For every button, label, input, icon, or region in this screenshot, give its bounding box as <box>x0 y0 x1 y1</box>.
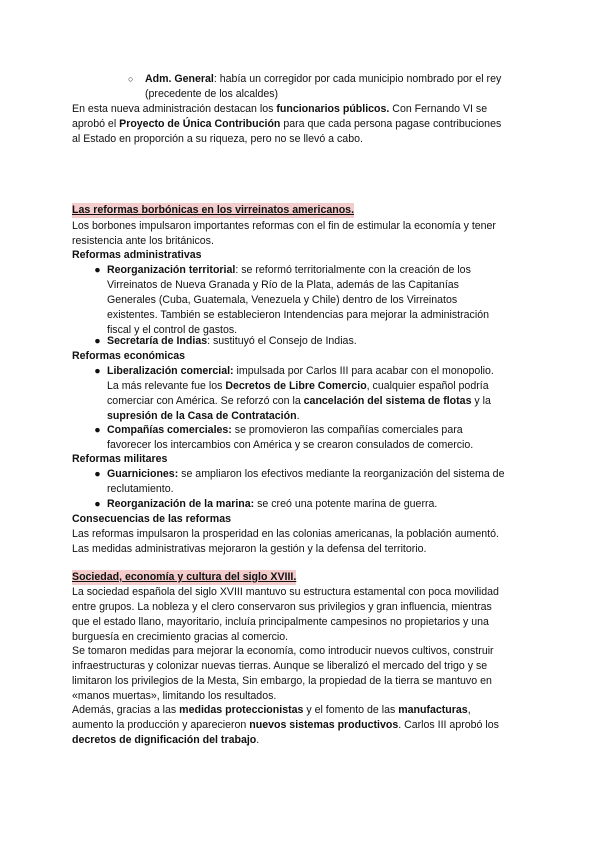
text-run: Las reformas impulsaron la prosperidad en las colonias americanas, la población aumentó. <box>72 528 499 540</box>
bold-text: Secretaría de Indias <box>107 335 208 347</box>
text-line <box>107 438 537 453</box>
text-run: : se reformó territorialmente con la creación de los <box>235 264 471 276</box>
text-line <box>107 379 537 394</box>
text-run: burguesía en crecimiento gracias al comercio. <box>72 631 289 643</box>
text-line <box>72 615 532 630</box>
bold-text: Reorganización territorial <box>107 264 236 276</box>
text-line <box>72 585 532 600</box>
text-line <box>72 659 532 674</box>
text-line <box>107 364 537 379</box>
bold-text: funcionarios públicos. <box>276 103 390 115</box>
text-line <box>72 542 532 557</box>
sub-list-item <box>145 72 535 102</box>
culture-paragraph <box>72 703 532 748</box>
text-line <box>72 527 532 542</box>
text-line <box>107 293 537 308</box>
text-line <box>72 689 532 704</box>
intro-paragraph <box>72 102 532 147</box>
text-run: se creó una potente marina de guerra. <box>254 498 438 510</box>
bullet-icon: ● <box>94 424 101 436</box>
bold-text: cancelación del sistema de flotas <box>303 395 472 407</box>
bullet-icon: ● <box>94 498 101 510</box>
text-run: impulsada por Carlos III para acabar con el monopolio. <box>233 365 494 377</box>
list-item <box>107 497 537 512</box>
text-line <box>72 600 532 615</box>
bold-text: Liberalización comercial: <box>107 365 234 377</box>
text-run: Los borbones impulsaron importantes reformas con el fin de estimular la economía y tener <box>72 220 496 232</box>
text-line <box>72 703 532 718</box>
text-run: resistencia ante los británicos. <box>72 235 214 247</box>
text-run: favorecer los intercambios con América y se crearon consulados de comercio. <box>107 439 474 451</box>
text-line <box>72 219 532 234</box>
bold-text: medidas proteccionistas <box>179 704 304 716</box>
text-run: En esta nueva administración destacan los <box>72 103 277 115</box>
bold-text: Proyecto de Única Contribución <box>119 118 281 130</box>
text-line <box>107 409 537 424</box>
society-paragraph <box>72 585 532 645</box>
text-run: , cualquier español podría <box>366 380 489 392</box>
text-line <box>107 308 537 323</box>
bold-text: supresión de la Casa de Contratación <box>107 410 297 422</box>
text-line <box>72 718 532 733</box>
text-run: La sociedad española del siglo XVIII mantuvo su estructura estamental con poca movilidad <box>72 586 499 598</box>
text-run: y la <box>471 395 491 407</box>
subheading-econ: Reformas económicas <box>72 350 186 362</box>
text-run: : sustituyó el Consejo de Indias. <box>207 335 357 347</box>
bullet-icon: ● <box>94 335 101 347</box>
text-run: limitaron los privilegios de la Mesta, Sin embargo, la propiedad de la tierra se mantuvo en <box>72 675 492 687</box>
bullet-icon: ● <box>94 264 101 276</box>
text-run: Además, gracias a las <box>72 704 180 716</box>
text-line <box>72 630 532 645</box>
subheading-admin: Reformas administrativas <box>72 249 202 261</box>
text-line <box>107 423 537 438</box>
subheading-mil: Reformas militares <box>72 453 168 465</box>
list-item <box>107 263 537 338</box>
text-line <box>72 644 532 659</box>
circle-bullet-icon: ○ <box>128 74 134 84</box>
text-run: Con Fernando VI se <box>389 103 488 115</box>
text-run: para que cada persona pagase contribuciones <box>280 118 502 130</box>
text-run: que el estado llano, mayoritario, incluía principalmente campesinos no propietarios y una <box>72 616 489 628</box>
text-line <box>107 467 537 482</box>
bold-text: manufacturas <box>398 704 468 716</box>
bold-text: Compañías comerciales: <box>107 424 232 436</box>
text-run: (precedente de los alcaldes) <box>145 88 279 100</box>
text-run: comerciar con América. Se reforzó con la <box>107 395 304 407</box>
text-run: se ampliaron los efectivos mediante la reorganización del sistema de <box>178 468 505 480</box>
text-line <box>72 674 532 689</box>
economy-paragraph <box>72 644 532 704</box>
text-run: , <box>467 704 471 716</box>
bold-text: Guarniciones: <box>107 468 179 480</box>
text-line <box>107 263 537 278</box>
text-line <box>72 117 532 132</box>
text-run: y el fomento de las <box>303 704 399 716</box>
text-run: entre grupos. La nobleza y el clero conservaron sus privilegios y gran influencia, mientras <box>72 601 492 613</box>
section-heading-sociedad: Sociedad, economía y cultura del siglo XVIII. <box>72 571 297 583</box>
text-run: fiscal y el control de gastos. <box>107 324 238 336</box>
consequences-paragraph <box>72 527 532 557</box>
text-run: Virreinatos de Nueva Granada y Río de la Plata, además de las Capitanías <box>107 279 459 291</box>
bold-text: nuevos sistemas productivos <box>249 719 399 731</box>
text-line <box>107 278 537 293</box>
text-line <box>107 394 537 409</box>
subheading-cons: Consecuencias de las reformas <box>72 513 231 525</box>
text-run: existentes. También se establecieron Intendencias para mejorar la administración <box>107 309 489 321</box>
text-run: «manos muertas», limitando los resultados. <box>72 690 277 702</box>
section-heading-reformas: Las reformas borbónicas en los virreinatos americanos. <box>72 204 355 216</box>
list-item <box>107 467 537 497</box>
list-item <box>107 364 537 424</box>
text-line <box>72 102 532 117</box>
text-run: reclutamiento. <box>107 483 174 495</box>
text-run: . <box>256 734 260 746</box>
text-run: Se tomaron medidas para mejorar la economía, como introducir nuevos cultivos, construir <box>72 645 494 657</box>
bold-text: Decretos de Libre Comercio <box>225 380 367 392</box>
text-line <box>72 234 532 249</box>
text-run: se promovieron las compañías comerciales para <box>231 424 463 436</box>
list-item <box>107 423 537 453</box>
bullet-icon: ● <box>94 468 101 480</box>
bold-text: decretos de dignificación del trabajo <box>72 734 257 746</box>
text-line <box>107 482 537 497</box>
text-run: Generales (Cuba, Guatemala, Venezuela y Chile) dentro de los Virreinatos <box>107 294 458 306</box>
text-line <box>107 497 537 512</box>
text-line <box>72 132 532 147</box>
text-run: Las medidas administrativas mejoraron la gestión y la defensa del territorio. <box>72 543 427 555</box>
bold-text: Adm. General <box>145 73 214 85</box>
text-run: aprobó el <box>72 118 120 130</box>
text-line <box>145 72 535 87</box>
text-run: . Carlos III aprobó los <box>398 719 499 731</box>
text-run: La más relevante fue los <box>107 380 226 392</box>
text-run: : había un corregidor por cada municipio nombrado por el rey <box>213 73 502 85</box>
text-run: al Estado en proporción a su riqueza, pero no se llevó a cabo. <box>72 133 363 145</box>
list-item <box>107 334 537 349</box>
text-line <box>72 733 532 748</box>
text-run: infraestructuras y colonizar nuevas tierras. Aunque se liberalizó el mercado del trigo y se <box>72 660 488 672</box>
section1-intro <box>72 219 532 249</box>
bullet-icon: ● <box>94 365 101 377</box>
text-run: aumento la producción y aparecieron <box>72 719 250 731</box>
text-run: . <box>296 410 300 422</box>
bold-text: Reorganización de la marina: <box>107 498 255 510</box>
text-line <box>107 334 537 349</box>
text-line <box>145 87 535 102</box>
